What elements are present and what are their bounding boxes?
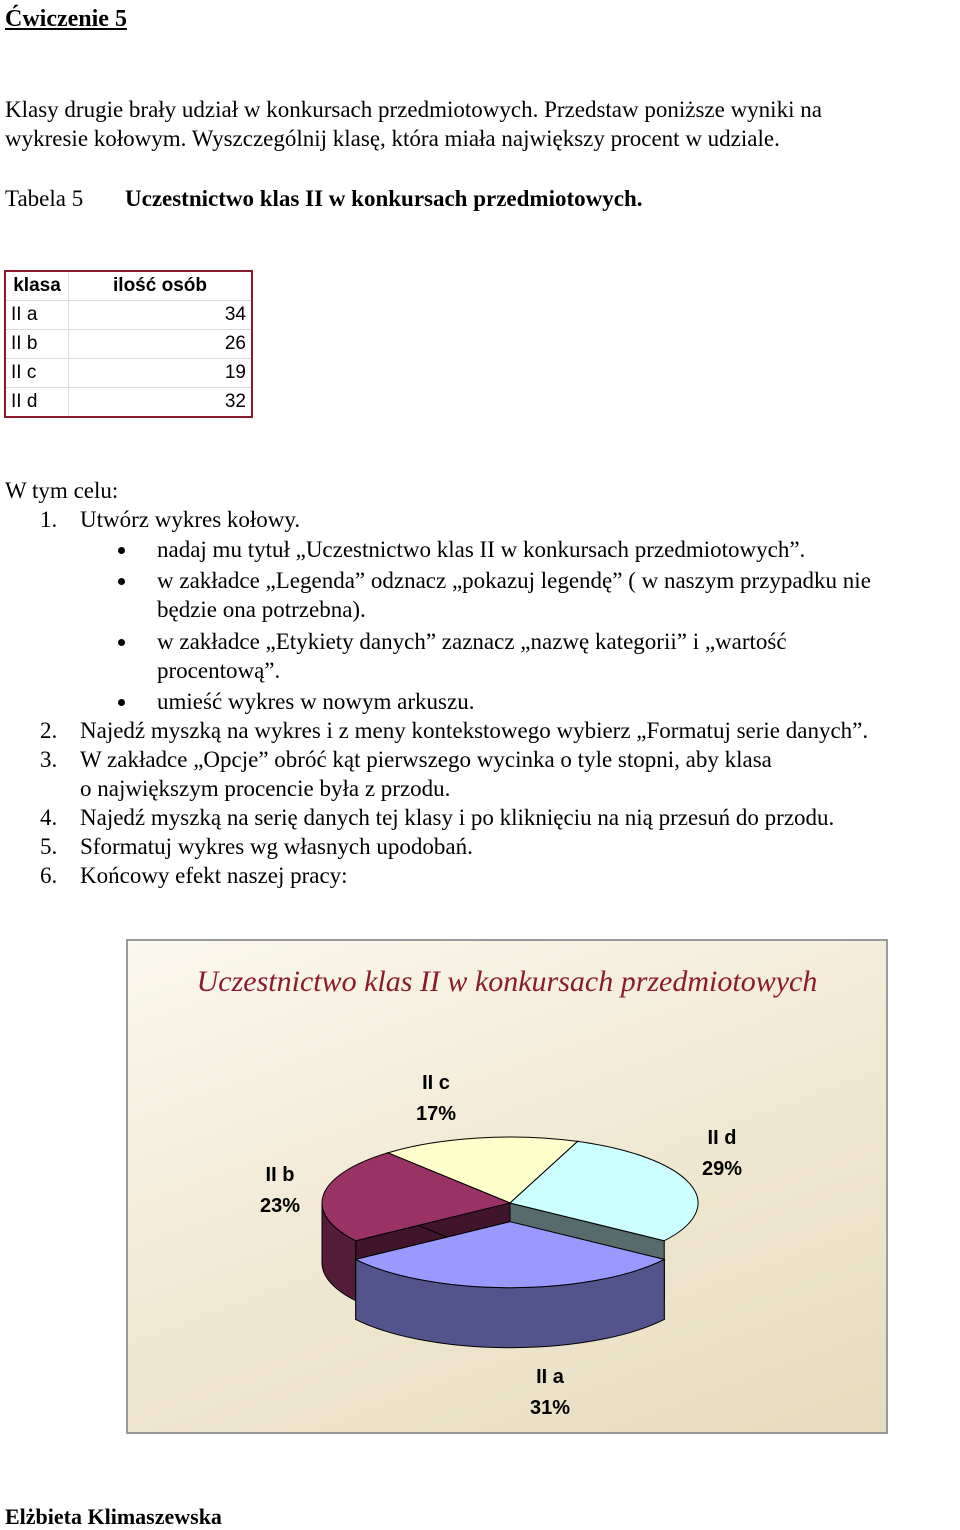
bullet-icon [118,639,125,646]
pie-chart-svg [128,941,886,1432]
pie-label-category: II c [422,1072,450,1094]
exercise-heading: Ćwiczenie 5 [5,6,127,32]
bullet-text: nadaj mu tytuł „Uczestnictwo klas II w konkursach przedmiotowych”. [157,537,806,562]
table-caption-label: Tabela 5 [5,186,84,211]
cell-klasa: II a [5,301,69,330]
step-number: 4. [40,805,58,830]
cell-klasa: II d [5,388,69,418]
table-caption-title: Uczestnictwo klas II w konkursach przedmiotowych. [125,186,643,211]
table-row [5,359,252,388]
pie-label-percent: 31% [529,1397,571,1419]
pie-label-percent: 29% [701,1158,743,1180]
bullet-icon [118,699,125,706]
chart-title: Uczestnictwo klas II w konkursach przedmiotowych [196,965,818,998]
pie-label-category: II a [536,1366,564,1388]
step-text: Utwórz wykres kołowy. [80,507,301,532]
cell-ilosc: 19 [69,359,253,388]
pie-label-category: II b [265,1164,295,1186]
step-number: 2. [40,718,58,743]
pie-label-category: II d [707,1127,737,1149]
data-table [4,270,253,418]
bullet-text: w zakładce „Legenda” odznacz „pokazuj legendę” ( w naszym przypadku nie [157,568,871,593]
bullet-text: w zakładce „Etykiety danych” zaznacz „nazwę kategorii” i „wartość [157,629,787,654]
cell-ilosc: 34 [69,301,253,330]
table-row [5,388,252,418]
cell-klasa: II c [5,359,69,388]
intro-paragraph [5,95,955,153]
table-row [5,301,252,330]
intro-line: wykresie kołowym. Wyszczególnij klasę, która miała największy procent w udziale. [5,126,780,151]
step-text: W zakładce „Opcje” obróć kąt pierwszego wycinka o tyle stopni, aby klasa [80,747,772,772]
table-caption [5,184,643,213]
step-text: Końcowy efekt naszej pracy: [80,863,348,888]
bullet-text: będzie ona potrzebna). [157,597,366,622]
pie-label-percent: 17% [415,1103,457,1125]
step-number: 6. [40,863,58,888]
author-name: Elżbieta Klimaszewska [5,1504,222,1529]
step-number: 5. [40,834,58,859]
pie-slices [322,1137,698,1348]
bullet-icon [118,578,125,585]
cell-klasa: II b [5,330,69,359]
bullet-text: umieść wykres w nowym arkuszu. [157,689,475,714]
step-text: Sformatuj wykres wg własnych upodobań. [80,834,473,859]
pie-label-percent: 23% [259,1195,301,1217]
header-ilosc: ilość osób [69,271,253,301]
goal-label: W tym celu: [5,478,119,503]
pie-chart [126,939,888,1434]
step-text: Najedź myszką na serię danych tej klasy i po kliknięciu na nią przesuń do przodu. [80,805,835,830]
bullet-icon [118,547,125,554]
header-klasa: klasa [5,271,69,301]
bullet-text: procentową”. [157,658,281,683]
step-text: Najedź myszką na wykres i z meny kontekstowego wybierz „Formatuj serie danych”. [80,718,869,743]
cell-ilosc: 32 [69,388,253,418]
cell-ilosc: 26 [69,330,253,359]
table-row [5,330,252,359]
step-text: o największym procencie była z przodu. [80,776,451,801]
step-number: 1. [40,507,58,532]
intro-line: Klasy drugie brały udział w konkursach przedmiotowych. Przedstaw poniższe wyniki na [5,97,822,122]
table-header-row [5,271,252,301]
step-number: 3. [40,747,58,772]
